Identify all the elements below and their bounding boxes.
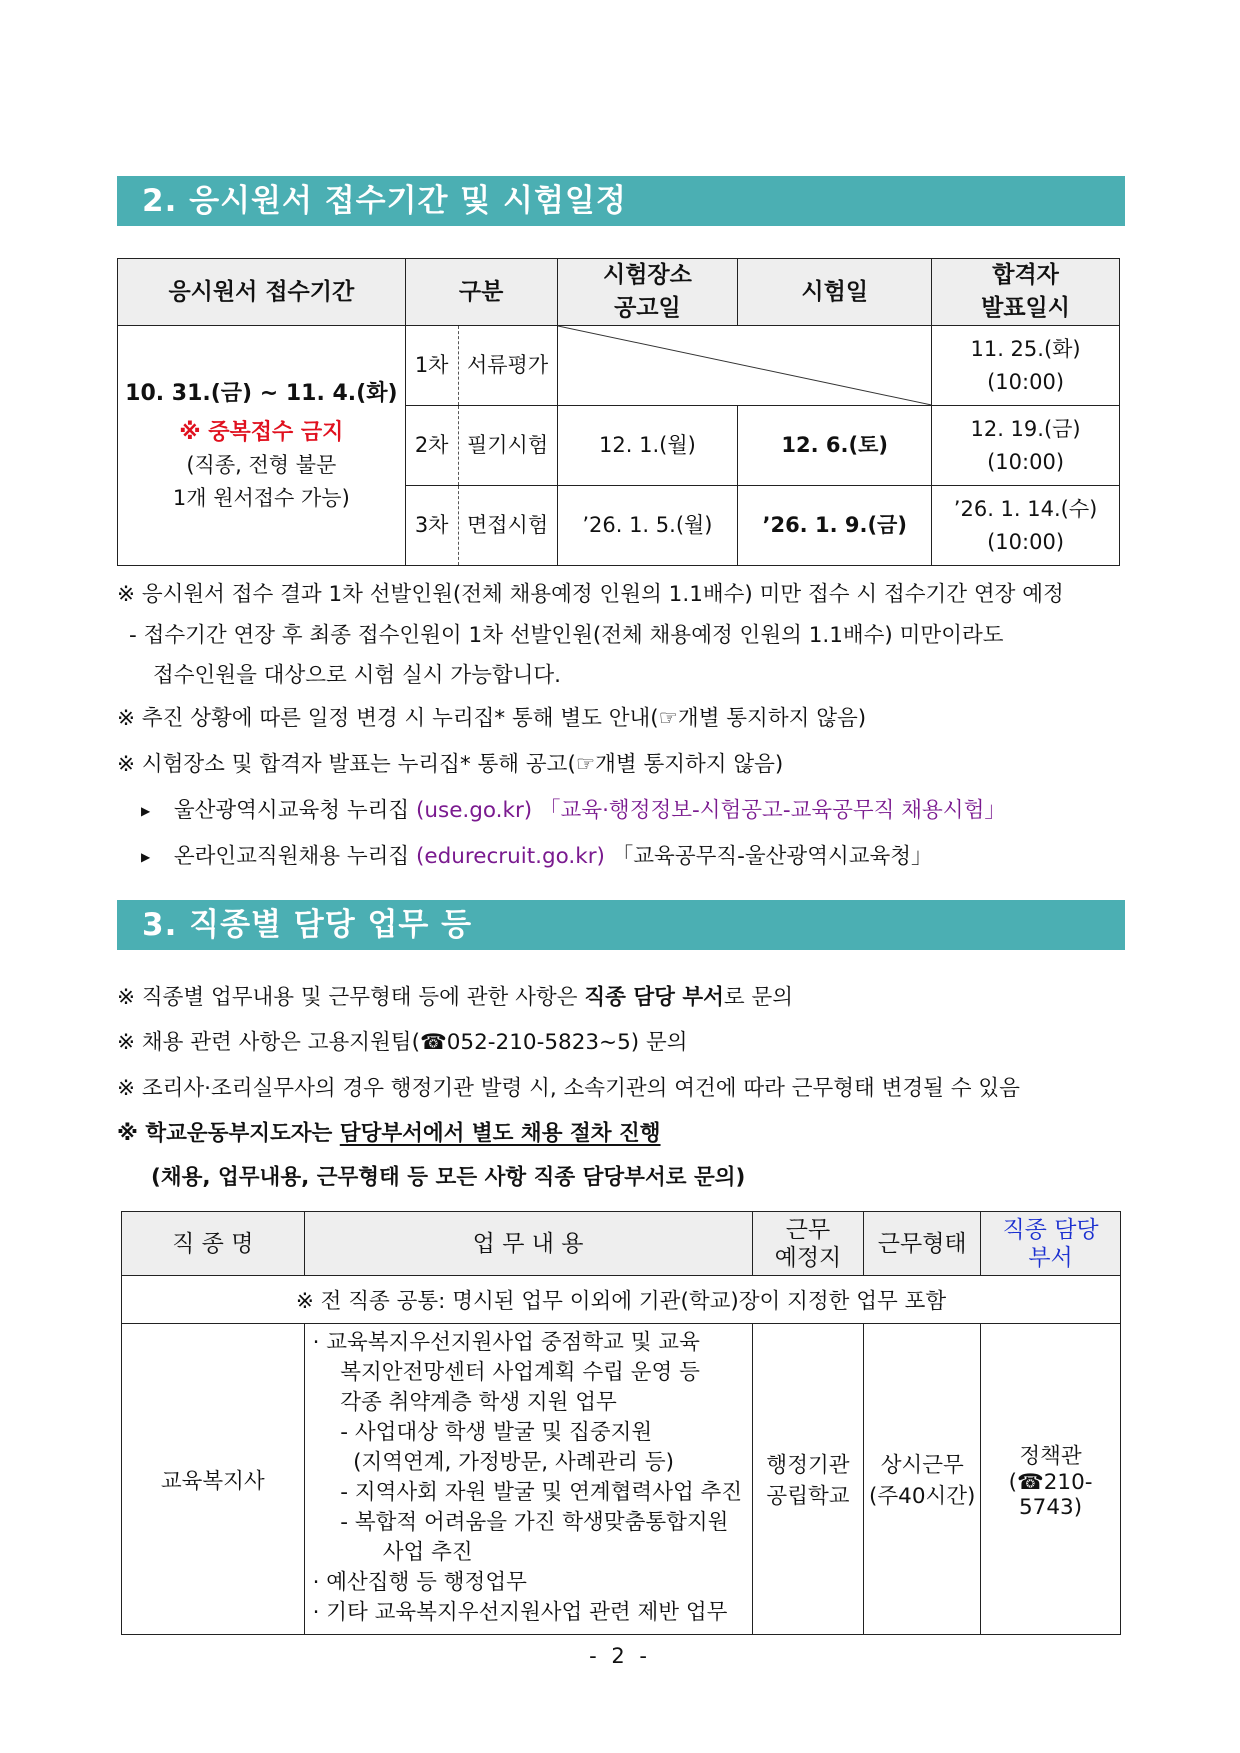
link-1-url[interactable]: (use.go.kr) bbox=[415, 798, 533, 823]
header-venue-line1: 시험장소 bbox=[602, 262, 692, 288]
job-name: 교육복지사 bbox=[122, 1324, 305, 1635]
link-2-url[interactable]: (edurecruit.go.kr) bbox=[415, 844, 605, 869]
schedule-notes bbox=[117, 574, 1127, 880]
header-location-line1: 근무 bbox=[785, 1216, 831, 1243]
task-line: · 기타 교육복지우선지원사업 관련 제반 업무 bbox=[312, 1600, 728, 1625]
note-hr-contact: ※ 채용 관련 사항은 고용지원팀(☎052-210-5823~5) 문의 bbox=[117, 1030, 688, 1055]
stage-3-result-time: (10:00) bbox=[987, 529, 1065, 554]
header-job: 직 종 명 bbox=[122, 1212, 305, 1276]
stage-2: 2차 bbox=[405, 406, 458, 486]
diagonal-slash bbox=[558, 326, 932, 405]
note-announcement: ※ 시험장소 및 합격자 발표는 누리집* 통해 공고(☞개별 통지하지 않음) bbox=[117, 752, 784, 777]
schedule-table bbox=[117, 258, 1120, 566]
task-line: 복지안전망센터 사업계획 수립 운영 등 bbox=[326, 1360, 700, 1385]
schedule-row-1 bbox=[118, 326, 1120, 406]
note-schedule-change: ※ 추진 상황에 따른 일정 변경 시 누리집* 통해 별도 안내(☞개별 통지하지 않음) bbox=[117, 706, 867, 731]
header-location-line2: 예정지 bbox=[774, 1244, 842, 1271]
work-type bbox=[864, 1324, 981, 1635]
note-sports-coach-sub: (채용, 업무내용, 근무형태 등 모든 사항 직종 담당부서로 문의) bbox=[151, 1165, 746, 1190]
duties-table bbox=[121, 1211, 1121, 1635]
duplicate-warning: ※ 중복접수 금지 bbox=[179, 419, 344, 445]
header-dept bbox=[981, 1212, 1121, 1276]
note-extension: ※ 응시원서 접수 결과 1차 선발인원(전체 채용예정 인원의 1.1배수) 미만 접수 시 접수기간 연장 예정 bbox=[117, 582, 1064, 607]
link-2-prefix: 온라인교직원채용 누리집 bbox=[173, 844, 410, 869]
duties-header-row bbox=[122, 1212, 1121, 1276]
task-line: (지역연계, 가정방문, 사례관리 등) bbox=[332, 1450, 675, 1475]
header-tasks: 업 무 내 용 bbox=[304, 1212, 752, 1276]
note-contact-dept bbox=[117, 976, 1127, 1020]
task-line: · 예산집행 등 행정업무 bbox=[312, 1570, 527, 1595]
period-note-line1: (직종, 전형 불문 bbox=[186, 452, 337, 477]
stage-2-exam: 12. 6.(토) bbox=[738, 406, 932, 486]
stage-1-result-time: (10:00) bbox=[987, 369, 1065, 394]
common-note: ※ 전 직종 공통: 명시된 업무 이외에 기관(학교)장이 지정한 업무 포함 bbox=[122, 1276, 1121, 1324]
note-sports-coach-underline: 담당부서에서 별도 채용 절차 진행 bbox=[339, 1121, 661, 1146]
stage-2-name: 필기시험 bbox=[458, 406, 557, 486]
header-result-line1: 합격자 bbox=[992, 262, 1059, 288]
stage-1: 1차 bbox=[405, 326, 458, 406]
note-contact-dept-post: 로 문의 bbox=[723, 985, 794, 1010]
section-3-header bbox=[117, 900, 1125, 950]
task-line: - 복합적 어려움을 가진 학생맞춤통합지원 bbox=[326, 1510, 729, 1535]
note-sports-coach bbox=[117, 1112, 1127, 1156]
dept-line2: (☎210-5743) bbox=[1008, 1469, 1093, 1520]
note-contact-dept-bold: 직종 담당 부서 bbox=[584, 985, 724, 1010]
header-worktype: 근무형태 bbox=[864, 1212, 981, 1276]
dept bbox=[981, 1324, 1121, 1635]
period-cell bbox=[118, 326, 406, 566]
header-dept-line2: 부서 bbox=[1028, 1244, 1073, 1271]
stage-2-result bbox=[932, 406, 1120, 486]
task-line: 각종 취약계층 학생 지원 업무 bbox=[326, 1390, 617, 1415]
triangle-right-icon: ▶ bbox=[141, 850, 151, 864]
link-ulsan-office bbox=[117, 788, 1127, 834]
note-sports-coach-pre: ※ 학교운동부지도자는 bbox=[117, 1121, 340, 1146]
stage-1-name: 서류평가 bbox=[458, 326, 557, 406]
stage-3-venue: ’26. 1. 5.(월) bbox=[557, 486, 738, 566]
header-dept-line1: 직종 담당 bbox=[1002, 1216, 1099, 1243]
note-extension-sub-1: - 접수기간 연장 후 최종 접수인원이 1차 선발인원(전체 채용예정 인원의 1.1배수) 미만이라도 bbox=[129, 623, 1004, 648]
task-line: - 사업대상 학생 발굴 및 집중지원 bbox=[326, 1420, 653, 1445]
header-venue bbox=[557, 259, 738, 326]
duty-row-education-welfare bbox=[122, 1324, 1121, 1635]
work-type-line1: 상시근무 bbox=[880, 1453, 964, 1478]
stage-3: 3차 bbox=[405, 486, 458, 566]
stage-3-result bbox=[932, 486, 1120, 566]
stage-1-na-cell bbox=[557, 326, 932, 406]
work-type-line2: (주40시간) bbox=[869, 1484, 976, 1509]
task-line: 사업 추진 bbox=[348, 1540, 473, 1565]
header-venue-line2: 공고일 bbox=[614, 295, 681, 321]
link-edurecruit bbox=[117, 834, 1127, 880]
stage-2-result-date: 12. 19.(금) bbox=[970, 416, 1081, 441]
work-location-line1: 행정기관 bbox=[766, 1453, 850, 1478]
task-line: - 지역사회 자원 발굴 및 연계협력사업 추진 bbox=[326, 1480, 743, 1505]
stage-1-result bbox=[932, 326, 1120, 406]
page-number: - 2 - bbox=[589, 1644, 651, 1668]
task-list bbox=[304, 1324, 752, 1635]
task-line: · 교육복지우선지원사업 중점학교 및 교육 bbox=[312, 1330, 700, 1355]
period-note-line2: 1개 원서접수 가능) bbox=[172, 485, 350, 510]
section-2-title: 2. 응시원서 접수기간 및 시험일정 bbox=[142, 183, 627, 219]
link-1-path: 「교육·행정정보-시험공고-교육공무직 채용시험」 bbox=[539, 798, 1006, 823]
header-result-line2: 발표일시 bbox=[981, 295, 1070, 321]
stage-3-result-date: ’26. 1. 14.(수) bbox=[953, 496, 1098, 521]
duty-notes bbox=[117, 976, 1127, 1200]
link-2-path: 「교육공무직-울산광역시교육청」 bbox=[611, 844, 933, 869]
section-2-header bbox=[117, 176, 1125, 226]
header-type: 구분 bbox=[405, 259, 557, 326]
period-dates: 10. 31.(금) ~ 11. 4.(화) bbox=[125, 380, 398, 406]
note-extension-sub-2: 접수인원을 대상으로 시험 실시 가능합니다. bbox=[153, 663, 562, 688]
note-cook-worktype: ※ 조리사·조리실무사의 경우 행정기관 발령 시, 소속기관의 여건에 따라 근무형태 변경될 수 있음 bbox=[117, 1076, 1020, 1101]
dept-line1: 정책관 bbox=[1019, 1443, 1082, 1469]
header-exam: 시험일 bbox=[738, 259, 932, 326]
schedule-header-row bbox=[118, 259, 1120, 326]
stage-3-exam: ’26. 1. 9.(금) bbox=[738, 486, 932, 566]
stage-1-result-date: 11. 25.(화) bbox=[970, 336, 1081, 361]
header-location bbox=[752, 1212, 864, 1276]
work-location-line2: 공립학교 bbox=[766, 1484, 850, 1509]
triangle-right-icon: ▶ bbox=[141, 804, 151, 818]
header-result bbox=[932, 259, 1120, 326]
duties-common-row bbox=[122, 1276, 1121, 1324]
section-3-title: 3. 직종별 담당 업무 등 bbox=[142, 907, 473, 943]
header-period: 응시원서 접수기간 bbox=[118, 259, 406, 326]
work-location bbox=[752, 1324, 864, 1635]
note-contact-dept-pre: ※ 직종별 업무내용 및 근무형태 등에 관한 사항은 bbox=[117, 985, 585, 1010]
stage-2-venue: 12. 1.(월) bbox=[557, 406, 738, 486]
link-1-prefix: 울산광역시교육청 누리집 bbox=[173, 798, 410, 823]
stage-3-name: 면접시험 bbox=[458, 486, 557, 566]
stage-2-result-time: (10:00) bbox=[987, 449, 1065, 474]
